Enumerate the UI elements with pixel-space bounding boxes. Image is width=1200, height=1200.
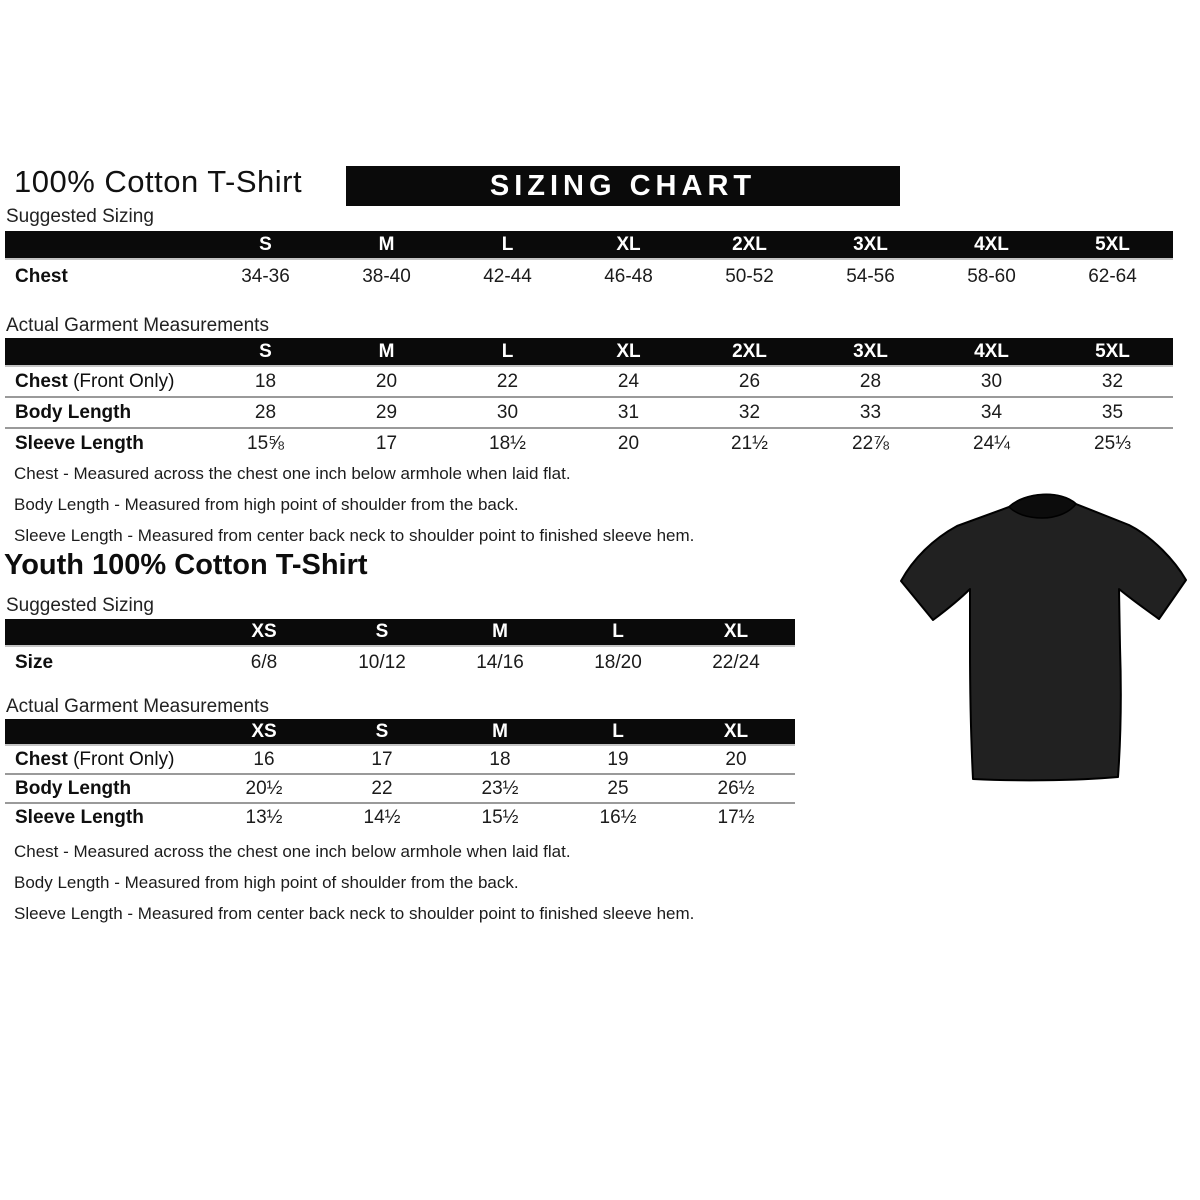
header-cell: L [447,338,568,366]
header-cell: M [441,719,559,745]
table-cell: 15⅝ [205,428,326,458]
table-cell: 20 [725,748,747,770]
youth-suggested-heading: Suggested Sizing [6,595,154,616]
header-cell-empty [5,719,205,745]
header-cell: M [441,619,559,646]
table-cell: 30 [980,370,1003,392]
adult-suggested-header-row [5,231,1173,259]
table-cell: 38-40 [362,265,411,287]
table-cell: 20 [568,428,689,458]
header-cell: S [205,231,326,259]
table-cell: 26 [738,370,761,392]
table-cell: 26½ [677,774,795,803]
table-cell: 22 [496,370,519,392]
header-cell-empty [5,619,205,646]
table-cell: 18 [489,748,511,770]
youth-title: Youth 100% Cotton T-Shirt [4,549,368,581]
tshirt-body [901,495,1186,781]
table-cell: 14½ [323,803,441,831]
header-cell: XS [205,619,323,646]
row-label: Chest [15,265,68,287]
row-label: Sleeve Length [5,803,205,831]
table-cell: 23½ [441,774,559,803]
table-cell: 30 [447,397,568,428]
youth-suggested-header-row [5,619,795,646]
header-cell: XL [677,719,795,745]
table-cell: 17 [326,428,447,458]
table-cell: 35 [1052,397,1173,428]
table-row-body-length [5,774,795,803]
table-row-chest [5,745,795,774]
table-cell: 10/12 [358,651,406,673]
note-chest: Chest - Measured across the chest one inch below armhole when laid flat. [14,842,571,861]
table-cell: 24 [617,370,640,392]
youth-measurement-notes [14,842,694,935]
table-row-sleeve-length [5,803,795,831]
header-cell: L [559,619,677,646]
table-cell: 34-36 [241,265,290,287]
youth-measurements-table [5,719,795,831]
table-cell: 20 [375,370,398,392]
table-row-chest [5,366,1173,397]
table-cell: 18/20 [594,651,642,673]
row-label: Body Length [5,774,205,803]
table-cell: 58-60 [967,265,1016,287]
note-body-length: Body Length - Measured from high point of shoulder from the back. [14,495,519,514]
note-sleeve-length: Sleeve Length - Measured from center back neck to shoulder point to finished sleeve hem. [14,526,695,545]
note-sleeve-length: Sleeve Length - Measured from center back neck to shoulder point to finished sleeve hem. [14,904,695,923]
header-cell: 2XL [689,338,810,366]
header-cell: M [326,231,447,259]
table-cell: 16 [253,748,275,770]
table-cell: 22⅞ [810,428,931,458]
row-label: Chest (Front Only) [15,748,175,770]
table-cell: 6/8 [250,651,278,673]
header-cell: S [323,719,441,745]
table-cell: 34 [931,397,1052,428]
header-cell: L [447,231,568,259]
sizing-chart-banner-label: SIZING CHART [489,169,757,202]
page-title: 100% Cotton T-Shirt [14,164,303,199]
adult-suggested-table [5,231,1173,293]
table-cell: 14/16 [476,651,524,673]
table-row-size [5,646,795,678]
header-cell: 3XL [810,231,931,259]
adult-measurements-header-row [5,338,1173,366]
header-cell: XL [677,619,795,646]
header-cell: XS [205,719,323,745]
header-cell: M [326,338,447,366]
header-cell: 5XL [1052,338,1173,366]
row-label: Chest (Front Only) [15,370,175,392]
table-cell: 20½ [205,774,323,803]
youth-suggested-table [5,619,795,678]
adult-measurement-notes [14,464,694,557]
table-cell: 32 [1101,370,1124,392]
tshirt-image [893,474,1193,810]
table-cell: 18 [254,370,277,392]
table-cell: 22 [323,774,441,803]
table-cell: 16½ [559,803,677,831]
table-cell: 22/24 [712,651,760,673]
table-cell: 25⅓ [1052,428,1173,458]
youth-measurements-header-row [5,719,795,745]
table-cell: 19 [607,748,629,770]
row-label: Size [15,651,54,673]
header-cell: S [205,338,326,366]
table-cell: 54-56 [846,265,895,287]
row-label: Body Length [5,397,205,428]
header-cell: XL [568,338,689,366]
adult-measurements-heading: Actual Garment Measurements [6,315,269,336]
table-row-sleeve-length [5,428,1173,458]
header-cell: XL [568,231,689,259]
header-cell: 4XL [931,338,1052,366]
table-row-body-length [5,397,1173,428]
table-cell: 13½ [205,803,323,831]
header-cell: 2XL [689,231,810,259]
note-body-length: Body Length - Measured from high point of shoulder from the back. [14,873,519,892]
table-cell: 62-64 [1088,265,1137,287]
table-cell: 28 [205,397,326,428]
adult-suggested-heading: Suggested Sizing [6,206,154,227]
table-cell: 50-52 [725,265,774,287]
table-cell: 17 [371,748,393,770]
table-cell: 18½ [447,428,568,458]
header-cell-empty [5,231,205,259]
table-cell: 33 [810,397,931,428]
header-cell: 3XL [810,338,931,366]
row-label: Sleeve Length [5,428,205,458]
table-cell: 15½ [441,803,559,831]
note-chest: Chest - Measured across the chest one inch below armhole when laid flat. [14,464,571,483]
table-cell: 42-44 [483,265,532,287]
youth-measurements-heading: Actual Garment Measurements [6,696,269,717]
header-cell: 4XL [931,231,1052,259]
table-cell: 21½ [689,428,810,458]
table-cell: 31 [568,397,689,428]
header-cell: L [559,719,677,745]
header-cell: S [323,619,441,646]
header-cell: 5XL [1052,231,1173,259]
table-cell: 46-48 [604,265,653,287]
table-cell: 24¼ [931,428,1052,458]
table-cell: 28 [859,370,882,392]
table-cell: 17½ [677,803,795,831]
header-cell-empty [5,338,205,366]
adult-measurements-table [5,338,1173,458]
table-cell: 29 [326,397,447,428]
table-cell: 25 [559,774,677,803]
table-row [5,259,1173,293]
table-cell: 32 [689,397,810,428]
sizing-chart-banner [346,166,900,206]
